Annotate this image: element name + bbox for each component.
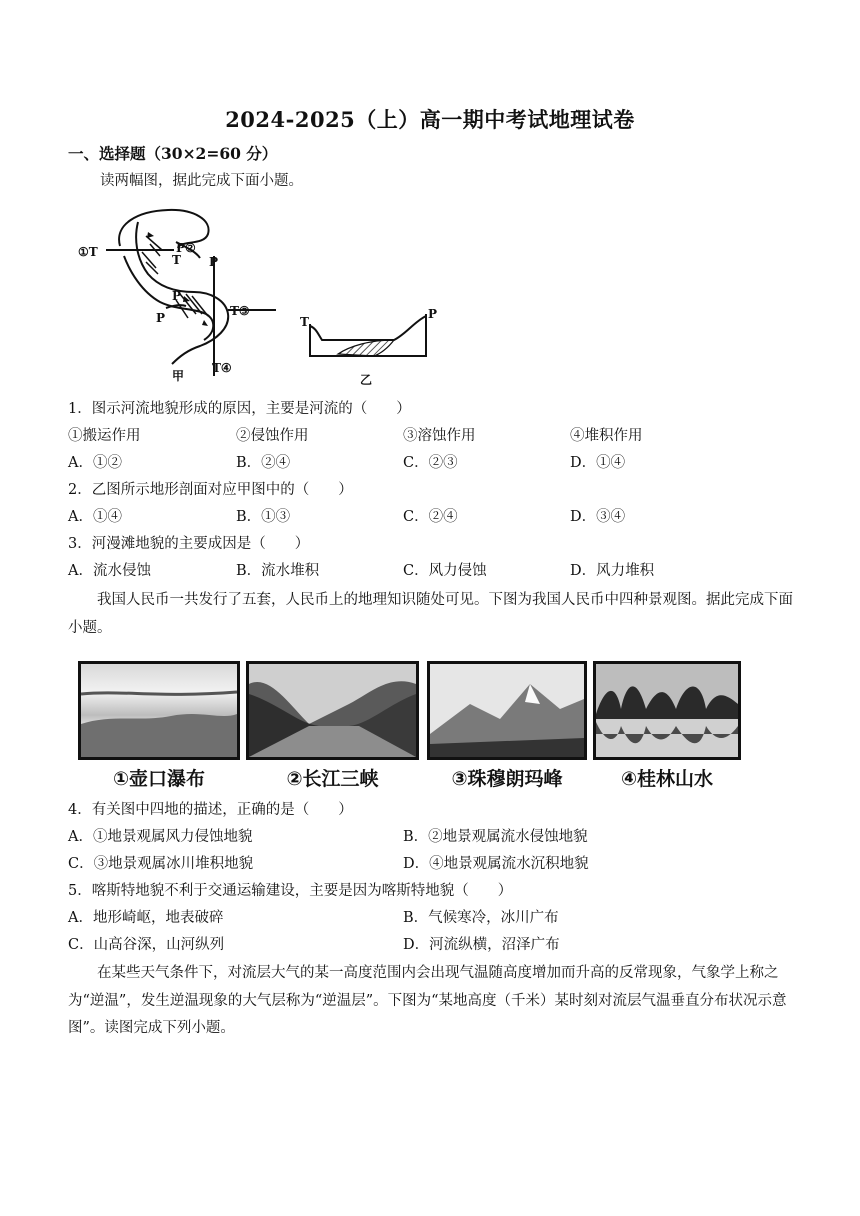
- map-label-p-mid: P: [172, 289, 182, 303]
- map-label-p-left: P: [156, 311, 166, 325]
- q1-item-4: ④堆积作用: [570, 428, 643, 444]
- question-3-stem: 3．河漫滩地貌的主要成因是（ ）: [68, 536, 310, 552]
- map-label-4: T④: [212, 361, 232, 375]
- q2-option-a[interactable]: A．①④: [68, 509, 122, 525]
- q3-option-d[interactable]: D．风力堆积: [570, 563, 655, 579]
- q2-option-b[interactable]: B．①③: [236, 509, 291, 525]
- map-label-t-mid: T: [172, 253, 181, 267]
- profile-label-t: T: [300, 315, 309, 329]
- q3-option-b[interactable]: B．流水堆积: [236, 563, 320, 579]
- figure-label-jia: 甲: [172, 369, 185, 383]
- q2-option-d[interactable]: D．③④: [570, 509, 626, 525]
- intro-text-3: 在某些天气条件下，对流层大气的某一高度范围内会出现气温随高度增加而升高的反常现象，气象学上称之为“逆温”，发生逆温现象的大气层称为“逆温层”。下图为“某地高度（千米）某时刻对流层气温垂直分布状况示意图”。读图完成下列小题。: [68, 965, 787, 1036]
- q1-item-1: ①搬运作用: [68, 428, 141, 444]
- river-map-figure-jia: [76, 196, 286, 386]
- question-1-stem: 1．图示河流地貌形成的原因，主要是河流的（ ）: [68, 401, 411, 417]
- map-label-1: ①T: [78, 245, 98, 259]
- q3-option-c[interactable]: C．风力侵蚀: [403, 563, 487, 579]
- q1-option-a[interactable]: A．①②: [68, 455, 122, 471]
- q2-option-c[interactable]: C．②④: [403, 509, 458, 525]
- q5-option-d[interactable]: D．河流纵横，沼泽广布: [403, 937, 560, 953]
- q4-option-d[interactable]: D．④地景观属流水沉积地貌: [403, 856, 589, 872]
- q4-option-b[interactable]: B．②地景观属流水侵蚀地貌: [403, 829, 588, 845]
- q5-option-c[interactable]: C．山高谷深，山河纵列: [68, 937, 225, 953]
- intro-text-1: 读两幅图，据此完成下面小题。: [100, 173, 303, 189]
- q1-option-d[interactable]: D．①④: [570, 455, 626, 471]
- section-heading-choice: 一、选择题（30×2=60 分）: [68, 144, 278, 163]
- q4-option-a[interactable]: A．①地景观属风力侵蚀地貌: [68, 829, 253, 845]
- q1-option-c[interactable]: C．②③: [403, 455, 458, 471]
- map-label-p-top: P: [209, 255, 219, 269]
- intro-text-2: 我国人民币一共发行了五套，人民币上的地理知识随处可见。下图为我国人民币中四种景观图。据此完成下面小题。: [68, 592, 793, 636]
- q4-option-c[interactable]: C．③地景观属冰川堆积地貌: [68, 856, 254, 872]
- photo-caption-3: ③珠穆朗玛峰: [451, 768, 563, 790]
- map-label-3: T③: [230, 304, 250, 318]
- photo-caption-1: ①壶口瀑布: [112, 768, 206, 790]
- photo-caption-2: ②长江三峡: [286, 768, 379, 790]
- profile-label-p: P: [428, 307, 438, 321]
- photo-yangtze-gorges: [246, 661, 419, 760]
- photo-everest: [427, 661, 587, 760]
- q5-option-b[interactable]: B．气候寒冷，冰川广布: [403, 910, 559, 926]
- q1-item-3: ③溶蚀作用: [403, 428, 476, 444]
- figure-label-yi: 乙: [360, 373, 373, 387]
- q1-option-b[interactable]: B．②④: [236, 455, 291, 471]
- exam-title: 2024-2025（上）高一期中考试地理试卷: [225, 107, 635, 132]
- question-2-stem: 2．乙图所示地形剖面对应甲图中的（ ）: [68, 482, 353, 498]
- q3-option-a[interactable]: A．流水侵蚀: [68, 563, 151, 579]
- photo-guilin: [593, 661, 741, 760]
- map-label-2: P②: [176, 241, 196, 255]
- question-5-stem: 5．喀斯特地貌不利于交通运输建设，主要是因为喀斯特地貌（ ）: [68, 883, 513, 899]
- question-4-stem: 4．有关图中四地的描述，正确的是（ ）: [68, 802, 353, 818]
- photo-hukou-waterfall: [78, 661, 240, 760]
- q5-option-a[interactable]: A．地形崎岖，地表破碎: [68, 910, 224, 926]
- river-profile-figure-yi: [294, 300, 444, 392]
- photo-caption-4: ④桂林山水: [620, 768, 714, 790]
- q1-item-2: ②侵蚀作用: [236, 428, 309, 444]
